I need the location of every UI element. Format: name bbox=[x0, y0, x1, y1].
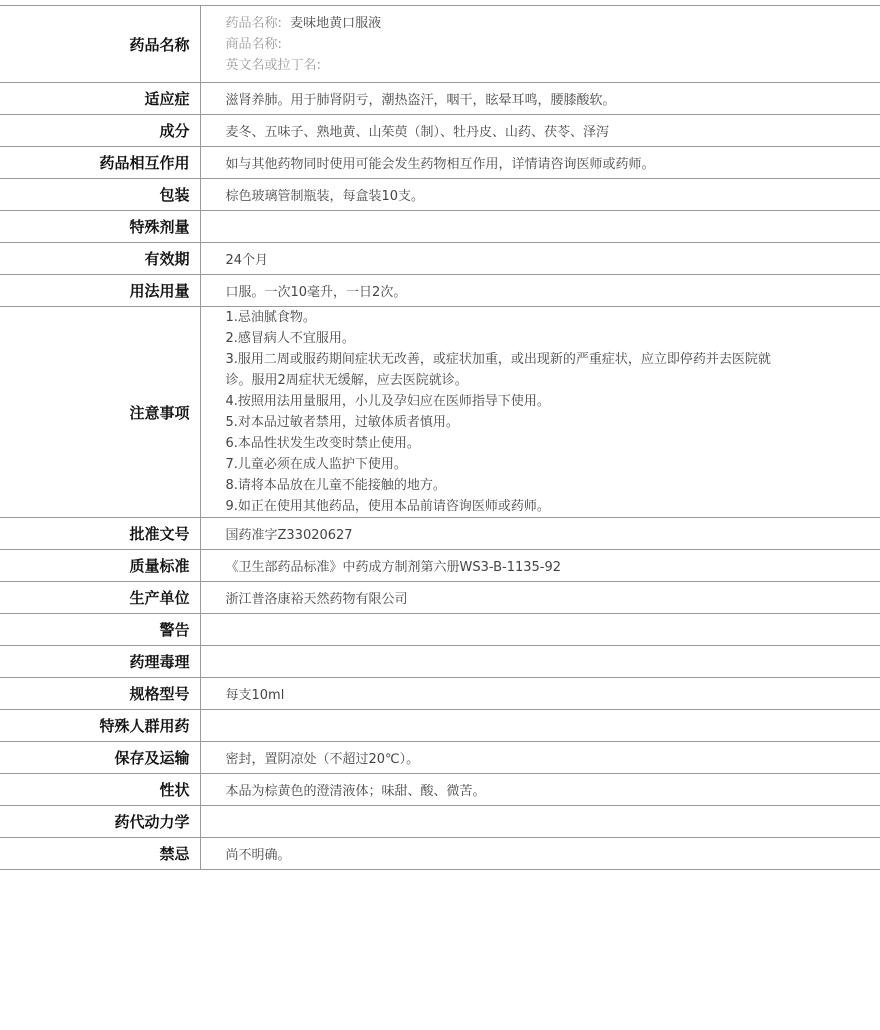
row-warning bbox=[0, 614, 880, 646]
row-label: 质量标准 bbox=[0, 550, 200, 582]
row-toxicology bbox=[0, 646, 880, 678]
row-label: 保存及运输 bbox=[0, 742, 200, 774]
row-value: 本品为棕黄色的澄清液体；味甜、酸、微苦。 bbox=[200, 774, 880, 806]
row-label: 性状 bbox=[0, 774, 200, 806]
row-value: 滋肾养肺。用于肺肾阴亏，潮热盗汗，咽干，眩晕耳鸣，腰膝酸软。 bbox=[200, 83, 880, 115]
row-label: 药品相互作用 bbox=[0, 147, 200, 179]
row-precautions bbox=[0, 307, 880, 518]
drug-spec-table bbox=[0, 5, 880, 870]
row-pharmacokinetics bbox=[0, 806, 880, 838]
row-value bbox=[200, 211, 880, 243]
generic-name-prefix: 药品名称: bbox=[225, 15, 282, 31]
precaution-item: 9.如正在使用其他药品，使用本品前请咨询医师或药师。 bbox=[225, 499, 550, 514]
row-value: 棕色玻璃管制瓶装，每盒装10支。 bbox=[200, 179, 880, 211]
row-value: 麦冬、五味子、熟地黄、山茱萸（制）、牡丹皮、山药、茯苓、泽泻 bbox=[200, 115, 880, 147]
row-value: 24个月 bbox=[200, 243, 880, 275]
row-storage bbox=[0, 742, 880, 774]
row-spec bbox=[0, 678, 880, 710]
row-value bbox=[200, 710, 880, 742]
precaution-item: 4.按照用法用量服用，小儿及孕妇应在医师指导下使用。 bbox=[225, 394, 550, 409]
row-usage bbox=[0, 275, 880, 307]
trade-name-line bbox=[226, 34, 880, 55]
row-value bbox=[200, 6, 880, 83]
row-label: 批准文号 bbox=[0, 518, 200, 550]
row-label: 药理毒理 bbox=[0, 646, 200, 678]
row-ingredients bbox=[0, 115, 880, 147]
row-label: 包装 bbox=[0, 179, 200, 211]
precaution-item: 1.忌油腻食物。 bbox=[225, 310, 316, 325]
row-label: 特殊剂量 bbox=[0, 211, 200, 243]
row-manufacturer bbox=[0, 582, 880, 614]
row-label: 用法用量 bbox=[0, 275, 200, 307]
row-label: 成分 bbox=[0, 115, 200, 147]
row-value bbox=[200, 806, 880, 838]
row-value: 每支10ml bbox=[200, 678, 880, 710]
row-value: 国药准字Z33020627 bbox=[200, 518, 880, 550]
row-appearance bbox=[0, 774, 880, 806]
row-label: 警告 bbox=[0, 614, 200, 646]
row-label: 注意事项 bbox=[0, 307, 200, 518]
row-value: 如与其他药物同时使用可能会发生药物相互作用，详情请咨询医师或药师。 bbox=[200, 147, 880, 179]
precaution-item: 8.请将本品放在儿童不能接触的地方。 bbox=[225, 478, 446, 493]
row-interaction bbox=[0, 147, 880, 179]
precaution-item: 2.感冒病人不宜服用。 bbox=[225, 331, 355, 346]
row-value: 密封，置阴凉处（不超过20℃）。 bbox=[200, 742, 880, 774]
row-label: 禁忌 bbox=[0, 838, 200, 870]
row-value: 浙江普洛康裕天然药物有限公司 bbox=[200, 582, 880, 614]
generic-name-value: 麦味地黄口服液 bbox=[290, 15, 382, 31]
generic-name-line bbox=[226, 13, 880, 34]
row-value: 口服。一次10毫升，一日2次。 bbox=[200, 275, 880, 307]
row-approval bbox=[0, 518, 880, 550]
row-indication bbox=[0, 83, 880, 115]
precaution-item: 6.本品性状发生改变时禁止使用。 bbox=[225, 436, 420, 451]
precaution-item: 3.服用二周或服药期间症状无改善，或症状加重，或出现新的严重症状，应立即停药并去医院就诊。服用2周症状无缓解，应去医院就诊。 bbox=[225, 352, 771, 388]
english-name-prefix: 英文名或拉丁名: bbox=[225, 57, 321, 73]
precaution-item: 7.儿童必须在成人监护下使用。 bbox=[225, 457, 407, 472]
row-special-groups bbox=[0, 710, 880, 742]
row-drug-name bbox=[0, 6, 880, 83]
row-label: 生产单位 bbox=[0, 582, 200, 614]
row-special-dose bbox=[0, 211, 880, 243]
row-label: 适应症 bbox=[0, 83, 200, 115]
row-value: 《卫生部药品标准》中药成方制剂第六册WS3-B-1135-92 bbox=[200, 550, 880, 582]
row-label: 特殊人群用药 bbox=[0, 710, 200, 742]
row-value bbox=[200, 646, 880, 678]
row-value bbox=[200, 307, 880, 518]
row-label: 药代动力学 bbox=[0, 806, 200, 838]
english-name-line bbox=[226, 55, 880, 76]
row-validity bbox=[0, 243, 880, 275]
row-label: 药品名称 bbox=[0, 6, 200, 83]
row-label: 有效期 bbox=[0, 243, 200, 275]
precaution-item: 5.对本品过敏者禁用，过敏体质者慎用。 bbox=[225, 415, 459, 430]
row-standard bbox=[0, 550, 880, 582]
row-label: 规格型号 bbox=[0, 678, 200, 710]
row-package bbox=[0, 179, 880, 211]
trade-name-prefix: 商品名称: bbox=[225, 36, 282, 52]
row-value bbox=[200, 614, 880, 646]
row-value: 尚不明确。 bbox=[200, 838, 880, 870]
row-contraindication bbox=[0, 838, 880, 870]
